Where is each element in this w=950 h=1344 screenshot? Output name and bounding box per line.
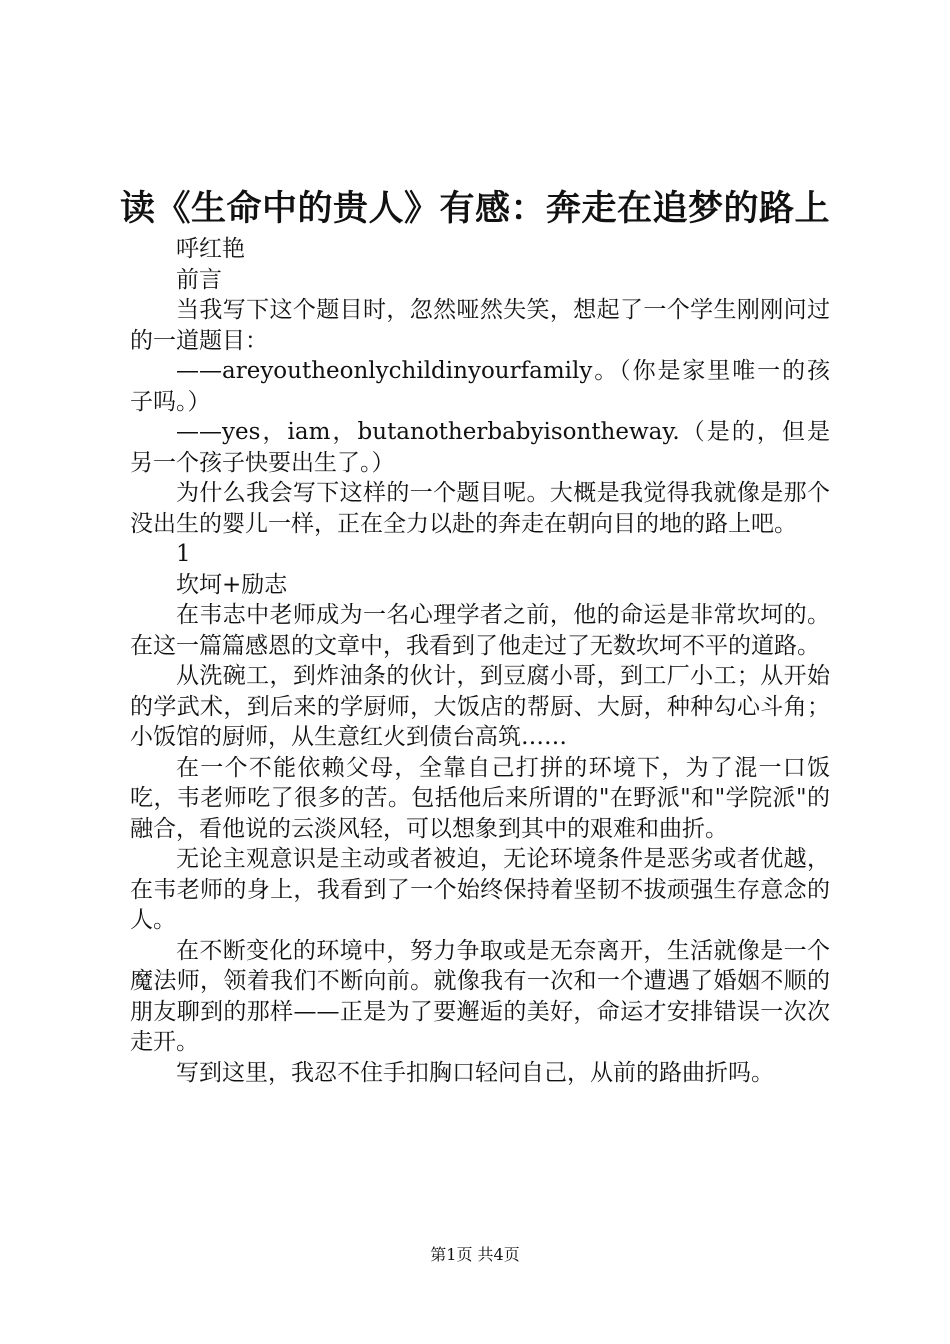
- section-heading-preface: 前言: [176, 266, 222, 293]
- document-title: 读《生命中的贵人》有感：奔走在追梦的路上: [119, 188, 830, 229]
- document-body: [130, 234, 830, 1088]
- paragraph: 当我写下这个题目时，忽然哑然失笑，想起了一个学生刚刚问过的一道题目：: [130, 297, 830, 354]
- paragraph: 写到这里，我忍不住手扣胸口轻问自己，从前的路曲折吗。: [176, 1059, 774, 1086]
- section-heading: 坎坷+励志: [176, 571, 288, 598]
- paragraph: 为什么我会写下这样的一个题目呢。大概是我觉得我就像是那个没出生的婴儿一样，正在全力以赴的奔走在朝向目的地的路上吧。: [130, 480, 830, 537]
- paragraph: 从洗碗工，到炸油条的伙计，到豆腐小哥，到工厂小工；从开始的学武术，到后来的学厨师，大饭店的帮厨、大厨，种种勾心斗角；小饭馆的厨师，从生意红火到债台高筑……: [130, 663, 830, 750]
- section-number: 1: [176, 541, 191, 567]
- paragraph: 在韦志中老师成为一名心理学者之前，他的命运是非常坎坷的。在这一篇篇感恩的文章中，我看到了他走过了无数坎坷不平的道路。: [130, 602, 830, 659]
- page-footer: 第1页 共4页: [430, 1245, 520, 1264]
- paragraph: 无论主观意识是主动或者被迫，无论环境条件是恶劣或者优越，在韦老师的身上，我看到了一个始终保持着坚韧不拔顽强生存意念的人。: [130, 846, 830, 933]
- paragraph: ——yes，iam，butanotherbabyisontheway.（是的，但是另一个孩子快要出生了。）: [130, 419, 830, 476]
- paragraph: 在一个不能依赖父母，全靠自己打拼的环境下，为了混一口饭吃，韦老师吃了很多的苦。包括他后来所谓的"在野派"和"学院派"的融合，看他说的云淡风轻，可以想象到其中的艰难和曲折。: [130, 754, 830, 842]
- paragraph: 在不断变化的环境中，努力争取或是无奈离开，生活就像是一个魔法师，领着我们不断向前。就像我有一次和一个遭遇了婚姻不顺的朋友聊到的那样——正是为了要邂逅的美好，命运才安排错误一次次走开。: [130, 937, 830, 1055]
- author-line: 呼红艳: [176, 236, 245, 262]
- paragraph: ——areyoutheonlychildinyourfamily。（你是家里唯一的孩子吗。）: [130, 358, 830, 415]
